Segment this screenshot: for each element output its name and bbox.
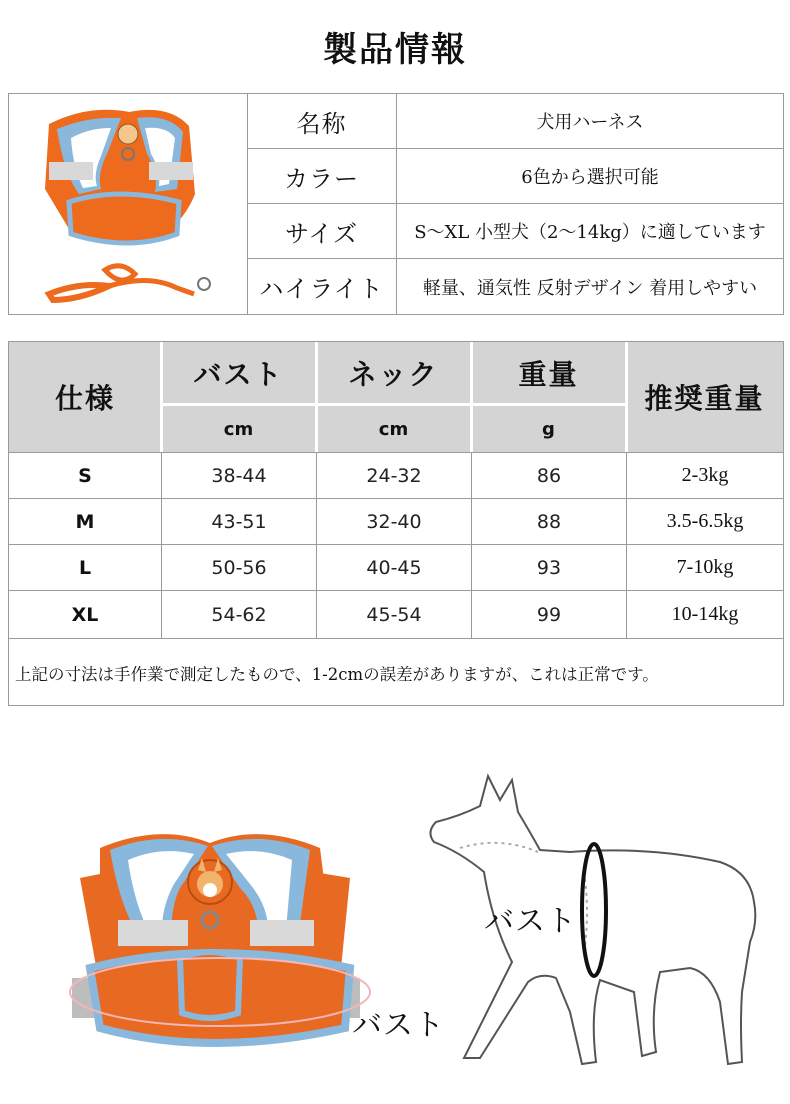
spec-size: S bbox=[78, 464, 92, 487]
info-row-name bbox=[247, 94, 783, 149]
info-label: ハイライト bbox=[247, 259, 397, 314]
info-row-size bbox=[247, 204, 783, 259]
spec-neck: 45-54 bbox=[316, 591, 471, 638]
info-value: 軽量、通気性 反射デザイン 着用しやすい bbox=[422, 277, 758, 299]
harness-bust-label: バスト bbox=[352, 1008, 445, 1043]
spec-weight: 99 bbox=[471, 591, 626, 638]
spec-neck: 32-40 bbox=[316, 499, 471, 544]
measurement-note: 上記の寸法は手作業で測定したもので、1-2cmの誤差がありますが、これは正常です。 bbox=[9, 638, 783, 706]
spec-weight: 86 bbox=[471, 453, 626, 498]
spec-weight: 93 bbox=[471, 545, 626, 590]
spec-bust: 54-62 bbox=[161, 591, 316, 638]
spec-row-l bbox=[9, 544, 783, 590]
info-label: サイズ bbox=[247, 204, 397, 258]
spec-header-weight: 重量 bbox=[518, 358, 579, 391]
info-value: 6色から選択可能 bbox=[521, 167, 659, 188]
spec-row-xl bbox=[9, 590, 783, 638]
spec-recommended: 7-10kg bbox=[626, 545, 783, 590]
info-value: S～XL 小型犬（2～14kg）に適しています bbox=[414, 222, 766, 243]
dog-bust-label: バスト bbox=[484, 904, 577, 939]
header-divider bbox=[470, 342, 473, 452]
spec-bust: 38-44 bbox=[161, 453, 316, 498]
spec-table bbox=[8, 341, 784, 706]
spec-neck: 40-45 bbox=[316, 545, 471, 590]
spec-neck: 24-32 bbox=[316, 453, 471, 498]
spec-header-bust: バスト bbox=[193, 358, 284, 391]
spec-header bbox=[9, 342, 783, 452]
header-divider bbox=[625, 342, 628, 452]
spec-header-neck: ネック bbox=[348, 358, 439, 391]
spec-unit-bust: cm bbox=[223, 418, 254, 440]
spec-size: L bbox=[78, 556, 92, 579]
spec-weight: 88 bbox=[471, 499, 626, 544]
harness-illustration bbox=[60, 828, 390, 1048]
product-info-table bbox=[8, 93, 784, 315]
info-label: カラー bbox=[247, 149, 397, 203]
info-label: 名称 bbox=[247, 94, 397, 148]
spec-header-spec: 仕様 bbox=[54, 382, 115, 415]
spec-recommended: 2-3kg bbox=[626, 453, 783, 498]
info-row-highlight bbox=[247, 259, 783, 314]
spec-size: XL bbox=[71, 603, 99, 626]
spec-header-recommended: 推奨重量 bbox=[644, 382, 765, 415]
spec-unit-neck: cm bbox=[378, 418, 409, 440]
spec-row-m bbox=[9, 498, 783, 544]
spec-bust: 50-56 bbox=[161, 545, 316, 590]
info-value: 犬用ハーネス bbox=[536, 112, 644, 133]
page-title: 製品情報 bbox=[323, 30, 467, 70]
spec-recommended: 10-14kg bbox=[626, 591, 783, 638]
header-divider bbox=[160, 342, 163, 452]
spec-size: M bbox=[75, 510, 95, 533]
header-divider bbox=[161, 403, 626, 406]
spec-bust: 43-51 bbox=[161, 499, 316, 544]
header-divider bbox=[315, 342, 318, 452]
spec-row-s bbox=[9, 452, 783, 498]
info-row-color bbox=[247, 149, 783, 204]
dog-silhouette bbox=[420, 772, 780, 1082]
harness-product-image bbox=[9, 94, 248, 314]
spec-recommended: 3.5-6.5kg bbox=[626, 499, 783, 544]
spec-unit-weight: g bbox=[542, 418, 555, 440]
